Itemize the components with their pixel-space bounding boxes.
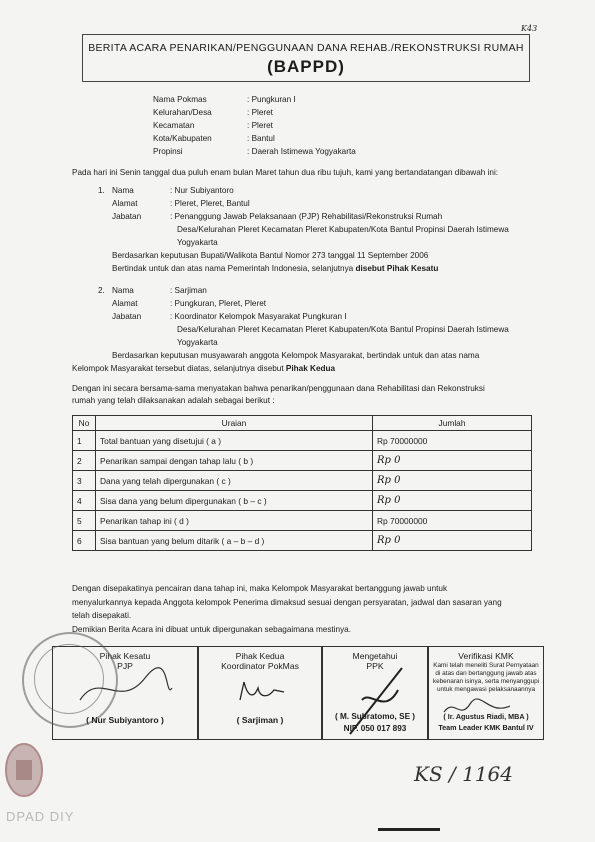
party-field-label: Nama [112, 286, 134, 295]
info-value: : Pleret [247, 108, 273, 117]
party-position-line: Desa/Kelurahan Pleret Kecamatan Pleret Kabupaten/Kota Bantul Propinsi Daerah Istimewa [177, 225, 509, 234]
party-name: : Sarjiman [170, 286, 207, 295]
signature-mark-ppk [340, 660, 420, 740]
row-description: Dana yang telah dipergunakan ( c ) [96, 471, 373, 491]
party-decree: Berdasarkan keputusan musyawarah anggota Kelompok Masyarakat, bertindak untuk dan atas nama [112, 351, 480, 360]
row-number: 5 [73, 511, 96, 531]
info-label: Kota/Kabupaten [153, 134, 212, 143]
dpad-logo [0, 740, 48, 806]
info-label: Nama Pokmas [153, 95, 207, 104]
row-description: Penarikan sampai dengan tahap lalu ( b ) [96, 451, 373, 471]
info-label: Kelurahan/Desa [153, 108, 212, 117]
party-position: : Penanggung Jawab Pelaksanaan (PJP) Rehabilitasi/Rekonstruksi Rumah [170, 212, 443, 221]
signature-title: Pihak Kedua [235, 651, 285, 661]
party-number: 1. [98, 186, 105, 195]
column-header-no: No [73, 416, 96, 431]
closing-paragraph: telah disepakati. [72, 611, 132, 620]
info-label: Kecamatan [153, 121, 195, 130]
signatory-position: Team Leader KMK Bantul IV [438, 723, 534, 732]
party-name: : Nur Subiyantoro [170, 186, 234, 195]
info-value: : Daerah Istimewa Yogyakarta [247, 147, 356, 156]
signatory-nip: NIP. 050 017 893 [343, 724, 407, 733]
corner-archive-mark: K43 [521, 24, 538, 33]
party-designation: Bertindak untuk dan atas nama Pemerintah Indonesia, selanjutnya disebut Pihak Kesatu [112, 264, 439, 273]
signature-box-kmk [428, 646, 544, 740]
table-row [73, 471, 532, 491]
column-header-uraian: Uraian [96, 416, 373, 431]
statement-paragraph: Dengan ini secara bersama-sama menyatakan bahwa penarikan/penggunaan dana Rehabilitasi dan Rekonstruksi [72, 384, 485, 393]
row-description: Total bantuan yang disetujui ( a ) [96, 431, 373, 451]
signature-title: Mengetahui [352, 651, 398, 661]
signature-title: Verifikasi KMK [458, 651, 514, 661]
info-value: : Pleret [247, 121, 273, 130]
row-amount: Rp 0 [373, 531, 532, 551]
table-row [73, 431, 532, 451]
closing-paragraph: Demikian Berita Acara ini dibuat untuk dipergunakan sebagaimana mestinya. [72, 625, 351, 634]
disbursement-table [72, 415, 532, 551]
info-value: : Pungkuran I [247, 95, 296, 104]
signatory-name: ( Nur Subiyantoro ) [86, 715, 164, 725]
party-field-label: Jabatan [112, 312, 142, 321]
signatory-name: ( Ir. Agustus Riadi, MBA ) [443, 712, 529, 721]
signature-mark-pihak-kedua [232, 676, 292, 706]
closing-paragraph: Dengan disepakatinya pencairan dana tahap ini, maka Kelompok Masyarakat bertanggung jawab untuk [72, 584, 448, 593]
table-header-row [73, 416, 532, 431]
table-row [73, 511, 532, 531]
party-address: : Pleret, Pleret, Bantul [170, 199, 250, 208]
row-amount: Rp 0 [373, 491, 532, 511]
info-value: : Bantul [247, 134, 275, 143]
row-number: 3 [73, 471, 96, 491]
party-field-label: Jabatan [112, 212, 142, 221]
row-description: Penarikan tahap ini ( d ) [96, 511, 373, 531]
party-address: : Pungkuran, Pleret, Pleret [170, 299, 267, 308]
table-row [73, 491, 532, 511]
closing-paragraph: menyalurkannya kepada Anggota kelompok Penerima dimaksud sesuai dengan persyaratan, jadwal dan sasaran yang [72, 598, 502, 607]
party-position: : Koordinator Kelompok Masyarakat Pungkuran I [170, 312, 347, 321]
row-amount: Rp 70000000 [373, 431, 532, 451]
signature-role: Koordinator PokMas [221, 661, 299, 671]
party-field-label: Nama [112, 186, 134, 195]
intro-paragraph: Pada hari ini Senin tanggal dua puluh enam bulan Maret tahun dua ribu tujuh, kami yang bertandatangan dibawah ini: [72, 168, 499, 177]
row-number: 1 [73, 431, 96, 451]
party-position-line: Yogyakarta [177, 338, 218, 347]
document-code: (BAPPD) [267, 57, 345, 76]
document-title: BERITA ACARA PENARIKAN/PENGGUNAAN DANA REHAB./REKONSTRUKSI RUMAH [88, 42, 524, 54]
party-designation: Kelompok Masyarakat tersebut diatas, selanjutnya disebut Pihak Kedua [72, 364, 336, 373]
verification-note: Kami telah meneliti Surat Pernyataan di atas dan bertanggung jawab atas kebenaran isinya, serta menyanggupi untuk mengawasi pelaksanaannya [432, 662, 540, 693]
watermark-text: DPAD DIY [6, 809, 75, 824]
party-field-label: Alamat [112, 299, 138, 308]
row-description: Sisa dana yang belum dipergunakan ( b – c ) [96, 491, 373, 511]
signature-role: PPK [366, 661, 384, 671]
party-position-line: Yogyakarta [177, 238, 218, 247]
statement-paragraph: rumah yang telah dilaksanakan adalah sebagai berikut : [72, 396, 275, 405]
row-amount: Rp 0 [373, 471, 532, 491]
party-position-line: Desa/Kelurahan Pleret Kecamatan Pleret Kabupaten/Kota Bantul Propinsi Daerah Istimewa [177, 325, 509, 334]
info-label: Propinsi [153, 147, 183, 156]
party-decree: Berdasarkan keputusan Bupati/Walikota Bantul Nomor 273 tanggal 11 September 2006 [112, 251, 429, 260]
row-number: 6 [73, 531, 96, 551]
signature-role: PJP [117, 661, 133, 671]
column-header-jumlah: Jumlah [373, 416, 532, 431]
row-amount: Rp 0 [373, 451, 532, 471]
party-field-label: Alamat [112, 199, 138, 208]
signatory-name: ( M. Subratomo, SE ) [334, 712, 416, 721]
row-description: Sisa bantuan yang belum ditarik ( a – b – d ) [96, 531, 373, 551]
row-number: 4 [73, 491, 96, 511]
row-number: 2 [73, 451, 96, 471]
signatory-name: ( Sarjiman ) [236, 715, 284, 725]
row-amount: Rp 70000000 [373, 511, 532, 531]
document-title-box [82, 34, 530, 82]
archive-number: KS / 1164 [414, 762, 513, 786]
bottom-rule [378, 828, 440, 831]
signature-title: Pihak Kesatu [99, 651, 151, 661]
table-row [73, 531, 532, 551]
signature-mark-kmk [440, 694, 520, 724]
official-stamp-inner [34, 644, 104, 714]
table-row [73, 451, 532, 471]
party-number: 2. [98, 286, 105, 295]
